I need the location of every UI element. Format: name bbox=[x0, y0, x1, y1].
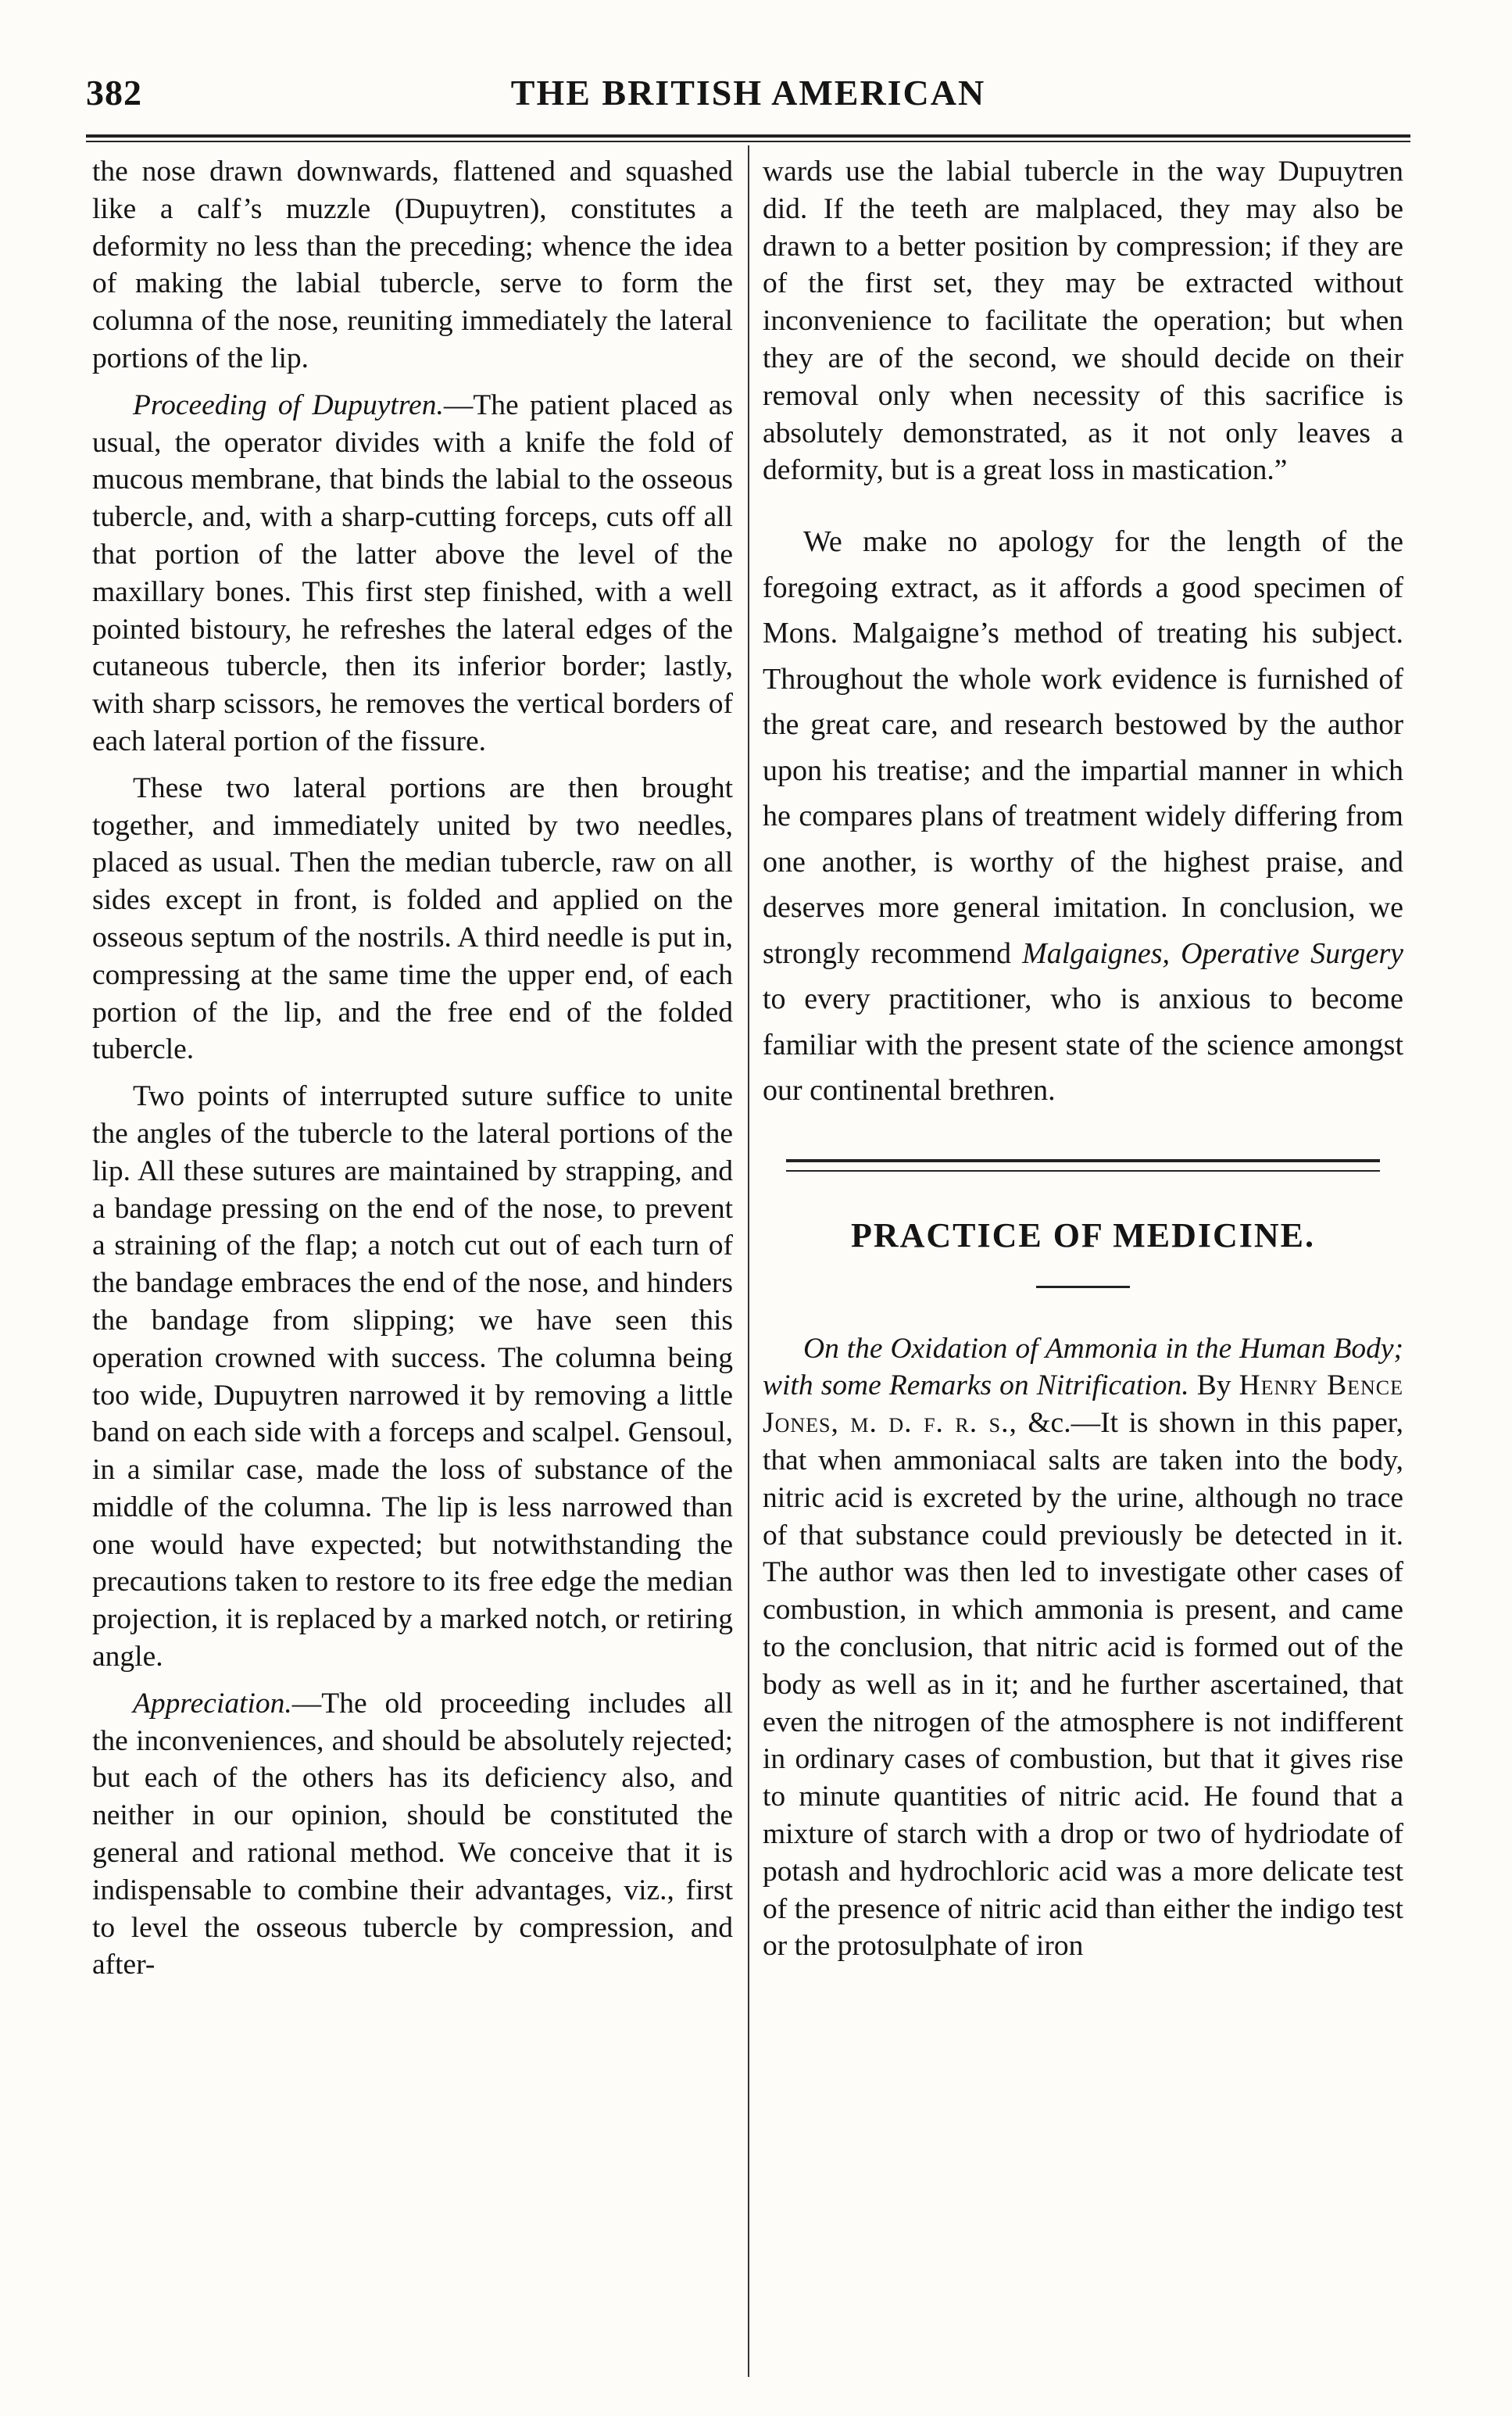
right-column bbox=[763, 153, 1403, 1965]
paragraph-lateral-portions: These two lateral portions are then brought together, and immediately united by two needles, placed as usual. Then the median tubercle, raw on all sides except in front, is folded and applied on the osseous septum of the nostrils. A third needle is put in, compressing at the same time the upper end, of each portion of the lip, and the free end of the folded tubercle. bbox=[92, 771, 733, 1066]
paragraph-text: We make no apology for the length of the foregoing extract, as it affords a good specimen of Mons. Malgaigne’s method of treating his subject. Throughout the whole work evidence is furnished of the great care, and research bestowed by the author upon his treatise; and the impartial manner in which he compares plans of treatment widely differing from one another, is worthy of the highest praise, and deserves more general imitation. In conclusion, we strongly recommend bbox=[763, 525, 1403, 970]
section-separator-rule bbox=[786, 1159, 1380, 1172]
paragraph-continuation: wards use the labial tubercle in the way Dupuytren did. If the teeth are malplaced, they may also be drawn to a better position by compression; if they are of the first set, they may be extracted without inconvenience to facilitate the operation; but when they are of the second, we should decide on their removal only when necessity of this sacrifice is absolutely demonstrated, as it not only leaves a deformity, but is a great loss in mastication.” bbox=[763, 156, 1403, 487]
running-head: THE BRITISH AMERICAN bbox=[510, 73, 986, 113]
byline-text: By bbox=[1189, 1369, 1239, 1402]
author-degrees: m. d. f. r. s., bbox=[838, 1407, 1017, 1440]
paragraph-proceeding-of-dupuytren bbox=[92, 387, 733, 761]
paragraph-interrupted-suture: Two points of interrupted suture suffice to unite the angles of the tubercle to the lateral portions of the lip. All these sutures are maintained by strapping, and a bandage pressing on the end of the nose, to prevent a straining of the flap; a notch cut out of each turn of the bandage embraces the end of the nose, and hinders the bandage from slipping; we have seen this operation crowned with success. The columna being too wide, Dupuytren narrowed it by removing a little band on each side with a forceps and scalpel. Gensoul, in a similar case, made the loss of substance of the middle of the columna. The lip is less narrowed than one would have expected; but notwithstanding the precautions taken to restore to its free edge the median projection, it is replaced by a marked notch, or retiring angle. bbox=[92, 1080, 733, 1673]
header-double-rule bbox=[86, 134, 1410, 142]
author-name: Henry Bence Jones, bbox=[763, 1369, 1403, 1440]
paragraph-text: to every practitioner, who is anxious to become familiar with the present state of the science amongst our continental brethren. bbox=[763, 983, 1403, 1108]
paragraph-heading: Proceeding of Dupuytren. bbox=[133, 388, 444, 421]
section-title: PRACTICE OF MEDICINE. bbox=[850, 1215, 1316, 1255]
book-title: Malgaignes, Operative Surgery bbox=[1022, 936, 1403, 970]
article-title: On the Oxidation of Ammonia in the Human Body; with some Remarks on Nitrification. bbox=[763, 1332, 1403, 1402]
left-column bbox=[92, 153, 733, 1984]
paragraph-body: &c.—It is shown in this paper, that when ammoniacal salts are taken into the body, nitric acid is excreted by the urine, although no trace of that substance could previously be detected in it. The author was then led to investigate other cases of combustion, in which ammonia is present, and came to the conclusion, that nitric acid is formed out of the body as well as in it; and he further ascertained, that even the nitrogen of the atmosphere is not indifferent in ordinary cases of combustion, but that it gives rise to minute quantities of nitric acid. He found that a mixture of starch with a drop or two of hydriodate of potash and hydrochloric acid was a more delicate test of the presence of nitric acid than either the indigo test or the protosulphate of iron bbox=[763, 1407, 1404, 1963]
short-rule bbox=[1036, 1286, 1130, 1288]
paragraph-continuation: the nose drawn downwards, flattened and squashed like a calf’s muzzle (Dupuytren), constitutes a deformity no less than the preceding; whence the idea of making the labial tubercle, serve to form the columna of the nose, reuniting immediately the lateral portions of the lip. bbox=[92, 156, 733, 374]
paragraph-heading: Appreciation. bbox=[133, 1687, 292, 1720]
page-header bbox=[86, 72, 1410, 127]
page-number: 382 bbox=[86, 73, 142, 113]
paragraph-appreciation bbox=[92, 1685, 733, 1984]
column-divider bbox=[748, 145, 749, 2377]
paragraph-oxidation-of-ammonia bbox=[763, 1330, 1403, 1966]
paragraph-body: —The old proceeding includes all the inconveniences, and should be absolutely rejected; but each of the others has its deficiency also, and neither in our opinion, should be constituted the general and rational method. We conceive that it is indispensable to combine their advantages, viz., first to level the osseous tubercle by compression, and after- bbox=[92, 1687, 733, 1981]
paragraph-review-conclusion bbox=[763, 519, 1403, 1114]
paragraph-body: —The patient placed as usual, the operator divides with a knife the fold of mucous membrane, that binds the labial to the osseous tubercle, and, with a sharp-cutting forceps, cuts off all that portion of the latter above the level of the maxillary bones. This first step finished, with a well pointed bistoury, he refreshes the lateral edges of the cutaneous tubercle, then its inferior border; lastly, with sharp scissors, he removes the vertical borders of each lateral portion of the fissure. bbox=[92, 388, 734, 757]
